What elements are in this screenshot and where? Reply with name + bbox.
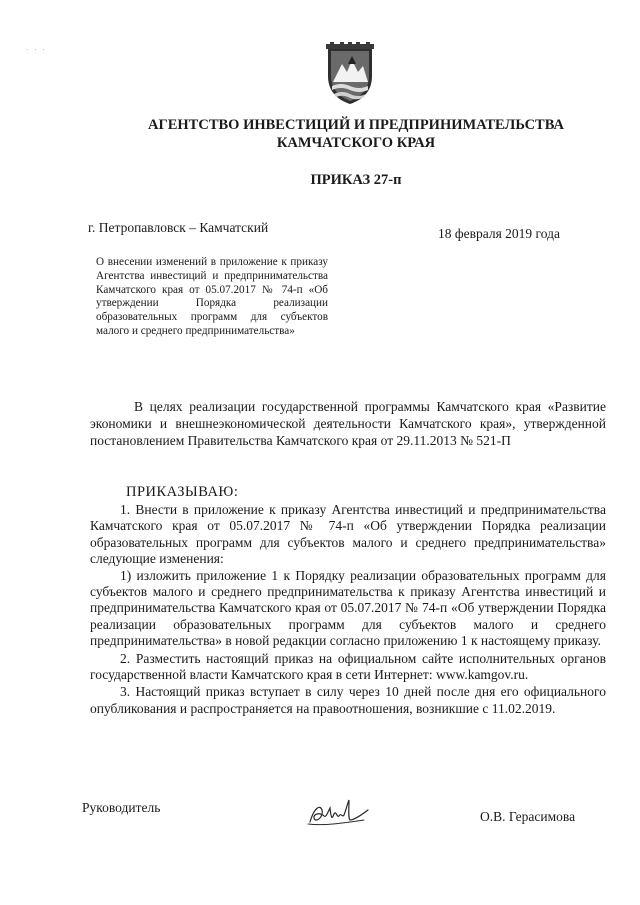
- handwritten-signature: [304, 796, 374, 830]
- order-item: 3. Настоящий приказ вступает в силу через 10 дней после дня его официального опубликования и распространяется на правоотношения, возникшие с 11.02.2019.: [90, 684, 606, 716]
- signer-name: О.В. Герасимова: [480, 809, 576, 824]
- scan-artifact: · · ·: [26, 46, 47, 54]
- organization-title-line2: КАМЧАТСКОГО КРАЯ: [276, 135, 436, 151]
- city: г. Петропавловск – Камчатский: [88, 220, 269, 235]
- order-subject: О внесении изменений в приложение к приказу Агентства инвестиций и предпринимательства Камчатского края от 05.07.2017 № 74-п «Об утверждении Порядка реализации образовательных программ для субъектов малого и среднего предпринимательства»: [96, 256, 328, 337]
- order-item: 2. Разместить настоящий приказ на официальном сайте исполнительных органов государственной власти Камчатского края в сети Интернет: www.kamgov.ru.: [90, 650, 606, 683]
- organization-title-line1: АГЕНТСТВО ИНВЕСТИЦИЙ И ПРЕДПРИНИМАТЕЛЬСТВА: [148, 117, 564, 133]
- order-keyword: ПРИКАЗЫВАЮ:: [126, 484, 239, 500]
- signatory-role: Руководитель: [82, 800, 161, 815]
- order-subitem: 1) изложить приложение 1 к Порядку реализации образовательных программ для субъектов малого и среднего предпринимательства к приказу Агентства инвестиций и предпринимательства Камчатского края от 05.07.2017 № 74-п «Об утверждении Порядка реализации образовательных программ для субъектов малого и среднего предпринимательства» в новой редакции согласно приложению 1 к настоящему приказу.: [90, 567, 606, 649]
- preamble: В целях реализации государственной программы Камчатского края «Развитие экономики и внешнеэкономической деятельности Камчатского края», утвержденной постановлением Правительства Камчатского края от 29.11.2013 № 521-П: [90, 399, 606, 448]
- order-items: [90, 502, 606, 717]
- organization-title: [100, 116, 612, 152]
- order-title: ПРИКАЗ 27-п: [310, 172, 402, 188]
- order-item: 1. Внести в приложение к приказу Агентства инвестиций и предпринимательства Камчатского края от 05.07.2017 № 74-п «Об утверждении Порядка реализации образовательных программ для субъектов малого и среднего предпринимательства» следующие изменения:: [90, 502, 606, 567]
- order-date: 18 февраля 2019 года: [438, 226, 560, 241]
- kamchatka-coat-of-arms-icon: [322, 42, 378, 106]
